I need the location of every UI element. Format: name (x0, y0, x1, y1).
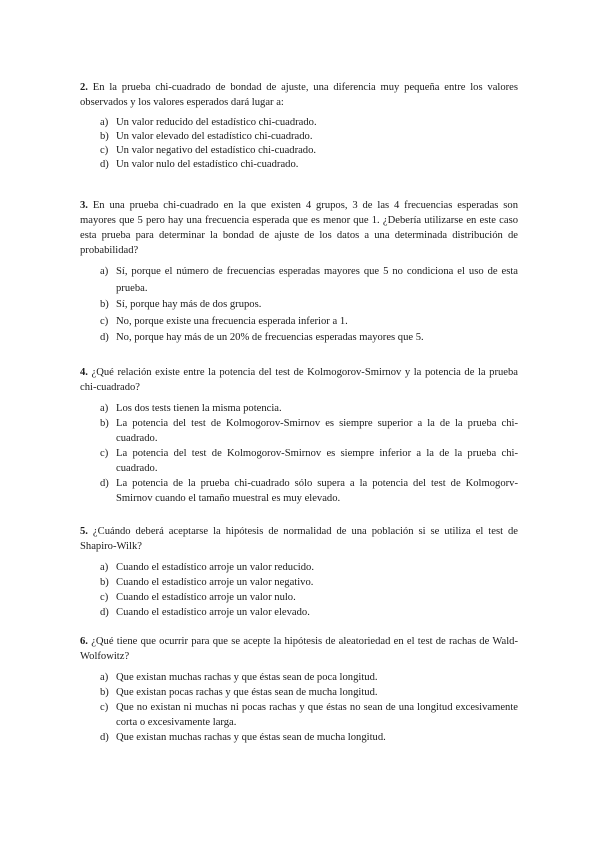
question-3-option-a: a) Sí, porque el número de frecuencias esperadas mayores que 5 no condiciona el uso de esta prueba. (100, 266, 518, 294)
question-4 (80, 365, 518, 506)
question-3-option-b: b) Sí, porque hay más de dos grupos. (100, 299, 262, 310)
question-4-stem: 4. ¿Qué relación existe entre la potencia del test de Kolmogorov-Smirnov y la potencia de la prueba chi-cuadrado? (80, 367, 518, 393)
question-3-option-c: c) No, porque existe una frecuencia esperada inferior a 1. (100, 315, 348, 327)
question-4-option-d: d) La potencia de la prueba chi-cuadrado sólo supera a la potencia del test de Kolmogorv-Smirnov cuando el tamaño muestral es muy elevado. (100, 478, 518, 504)
question-6 (80, 634, 518, 745)
question-2 (80, 80, 518, 172)
question-3 (80, 198, 518, 347)
question-6-stem: 6. ¿Qué tiene que ocurrir para que se acepte la hipótesis de aleatoriedad en el test de rachas de Wald-Wolfowitz? (80, 636, 518, 662)
question-4-number: 4. (80, 367, 88, 378)
question-6-option-d: d) Que existan muchas rachas y que éstas sean de mucha longitud. (100, 732, 386, 743)
question-2-stem: 2. En la prueba chi-cuadrado de bondad de ajuste, una diferencia muy pequeña entre los valores observados y los valores esperados dará lugar a: (80, 82, 518, 108)
question-5 (80, 524, 518, 620)
question-4-option-b: b) La potencia del test de Kolmogorov-Smirnov es siempre superior a la de la prueba chi-cuadrado. (100, 418, 518, 444)
question-6-option-b: b) Que existan pocas rachas y que éstas sean de mucha longitud. (100, 687, 378, 698)
question-5-number: 5. (80, 526, 88, 537)
question-3-number: 3. (80, 200, 88, 211)
question-2-number: 2. (80, 82, 88, 93)
question-2-option-a: a) Un valor reducido del estadístico chi-cuadrado. (100, 117, 317, 128)
question-5-option-d: d) Cuando el estadístico arroje un valor elevado. (100, 607, 310, 618)
question-6-number: 6. (80, 636, 88, 647)
question-6-option-c: c) Que no existan ni muchas ni pocas rachas y que éstas no sean de una longitud excesivamente corta o excesivamente larga. (100, 702, 518, 728)
question-3-stem: 3. En una prueba chi-cuadrado en la que existen 4 grupos, 3 de las 4 frecuencias esperadas son mayores que 5 pero hay una frecuencia esperada que es menor que 1. ¿Debería utilizarse en este caso esta prueba para determinar la bondad de ajuste de los datos a una determinada distribución de probabilidad? (80, 200, 518, 256)
question-6-option-a: a) Que existan muchas rachas y que éstas sean de poca longitud. (100, 672, 378, 683)
question-2-option-d: d) Un valor nulo del estadístico chi-cuadrado. (100, 159, 299, 170)
question-5-option-c: c) Cuando el estadístico arroje un valor nulo. (100, 592, 296, 603)
question-2-option-c: c) Un valor negativo del estadístico chi-cuadrado. (100, 145, 317, 156)
question-5-stem: 5. ¿Cuándo deberá aceptarse la hipótesis de normalidad de una población si se utiliza el test de Shapiro-Wilk? (80, 526, 518, 552)
question-3-option-d: d) No, porque hay más de un 20% de frecuencias esperadas mayores que 5. (100, 332, 424, 343)
question-5-option-a: a) Cuando el estadístico arroje un valor reducido. (100, 562, 314, 573)
question-2-option-b: b) Un valor elevado del estadístico chi-cuadrado. (100, 131, 313, 142)
question-5-option-b: b) Cuando el estadístico arroje un valor negativo. (100, 577, 314, 588)
question-4-option-c: c) La potencia del test de Kolmogorov-Smirnov es siempre inferior a la de la prueba chi-cuadrado. (100, 448, 518, 474)
question-4-option-a: a) Los dos tests tienen la misma potencia. (100, 403, 282, 414)
